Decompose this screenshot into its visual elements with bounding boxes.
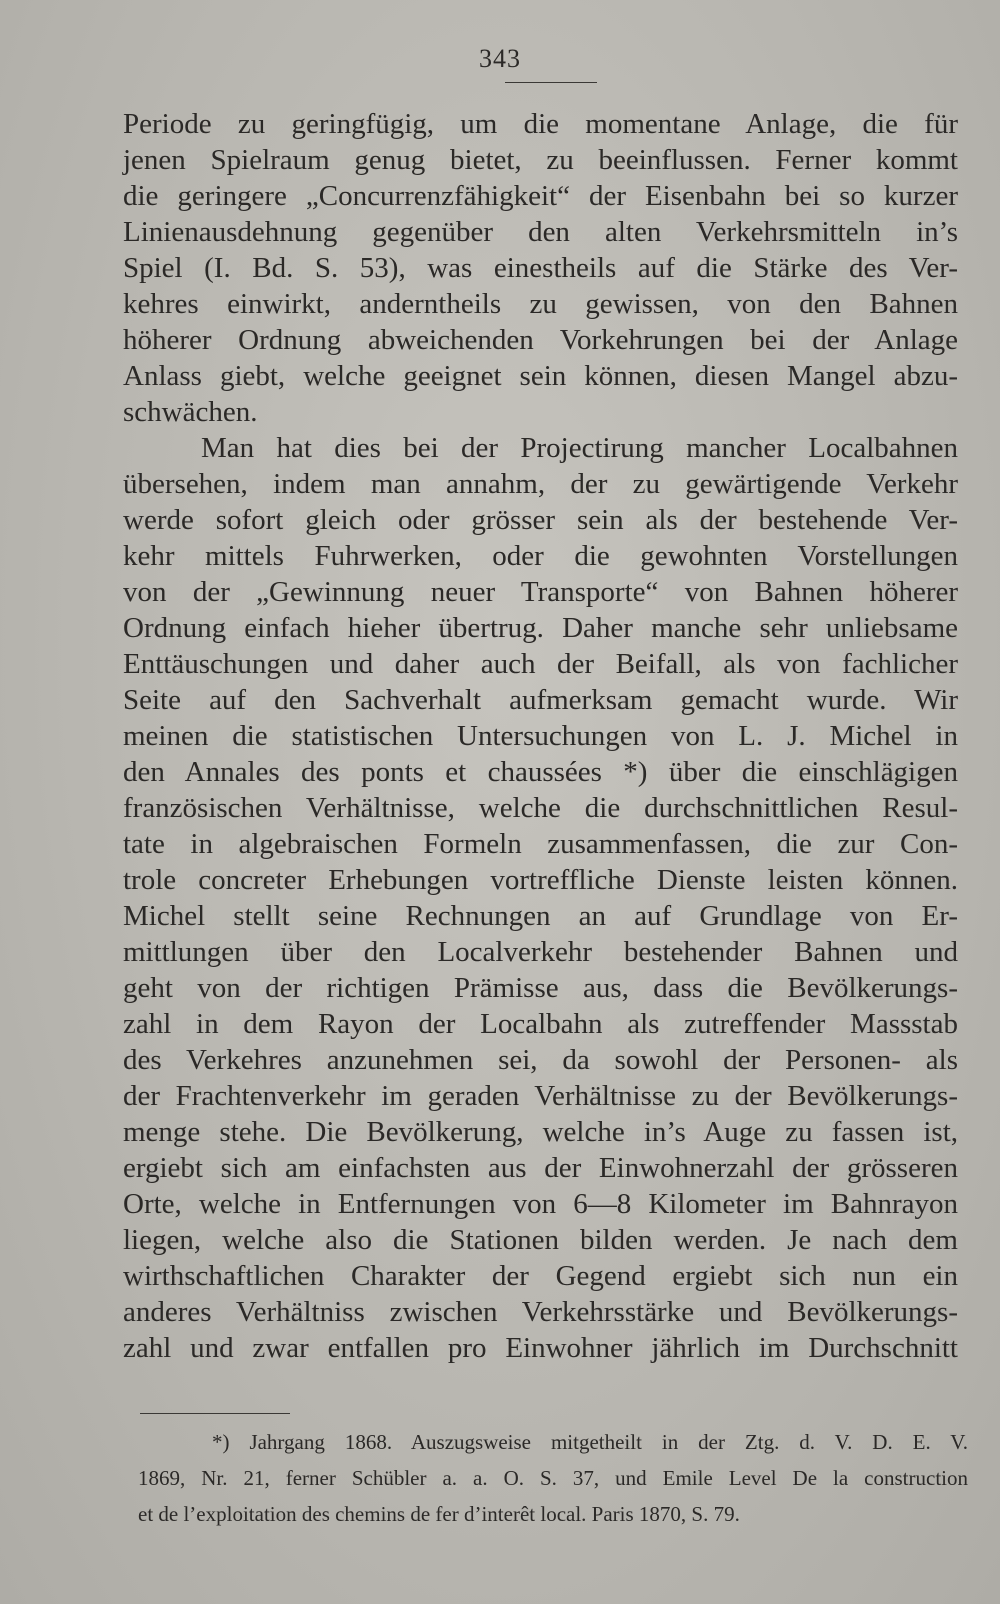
text-line: Periode zu geringfügig, um die momentane Anlage, die für (123, 108, 958, 140)
text-line: Anlass giebt, welche geeignet sein können, diesen Mangel abzu- (123, 360, 958, 392)
text-line: zahl und zwar entfallen pro Einwohner jährlich im Durchschnitt (123, 1332, 958, 1364)
text-line: wirthschaftlichen Charakter der Gegend ergiebt sich nun ein (123, 1260, 958, 1292)
text-line: höherer Ordnung abweichenden Vorkehrungen bei der Anlage (123, 324, 958, 356)
text-line: meinen die statistischen Untersuchungen von L. J. Michel in (123, 720, 958, 752)
text-line: Orte, welche in Entfernungen von 6—8 Kilometer im Bahnrayon (123, 1188, 958, 1220)
text-line: zahl in dem Rayon der Localbahn als zutreffender Massstab (123, 1008, 958, 1040)
text-line: Seite auf den Sachverhalt aufmerksam gemacht wurde. Wir (123, 684, 958, 716)
header-rule (505, 82, 597, 83)
footnote-line: *) Jahrgang 1868. Auszugsweise mitgetheilt in der Ztg. d. V. D. E. V. (212, 1430, 968, 1454)
body-text (123, 106, 958, 1366)
text-line: den Annales des ponts et chaussées *) über die einschlägigen (123, 756, 958, 788)
footnote-rule (140, 1413, 290, 1414)
text-line: die geringere „Concurrenzfähigkeit“ der Eisenbahn bei so kurzer (123, 180, 958, 212)
page-number: 343 (479, 44, 521, 73)
text-line: menge stehe. Die Bevölkerung, welche in’s Auge zu fassen ist, (123, 1116, 958, 1148)
text-line: des Verkehres anzunehmen sei, da sowohl der Personen- als (123, 1044, 958, 1076)
text-line: Ordnung einfach hieher übertrug. Daher manche sehr unliebsame (123, 612, 958, 644)
text-line: mittlungen über den Localverkehr bestehender Bahnen und (123, 936, 958, 968)
text-line: Linienausdehnung gegenüber den alten Verkehrsmitteln in’s (123, 216, 958, 248)
text-line: trole concreter Erhebungen vortreffliche Dienste leisten können. (123, 864, 958, 896)
paragraph-1 (123, 106, 958, 430)
footnote-line: 1869, Nr. 21, ferner Schübler a. a. O. S. 37, und Emile Level De la construction (138, 1466, 968, 1490)
text-line: Spiel (I. Bd. S. 53), was einestheils auf die Stärke des Ver- (123, 252, 958, 284)
text-line: Man hat dies bei der Projectirung mancher Localbahnen (201, 432, 958, 464)
text-line: anderes Verhältniss zwischen Verkehrsstärke und Bevölkerungs- (123, 1296, 958, 1328)
text-line: kehr mittels Fuhrwerken, oder die gewohnten Vorstellungen (123, 540, 958, 572)
text-line: französischen Verhältnisse, welche die durchschnittlichen Resul- (123, 792, 958, 824)
text-line: übersehen, indem man annahm, der zu gewärtigende Verkehr (123, 468, 958, 500)
text-line: jenen Spielraum genug bietet, zu beeinflussen. Ferner kommt (123, 144, 958, 176)
text-line: schwächen. (123, 396, 258, 428)
text-line: ergiebt sich am einfachsten aus der Einwohnerzahl der grösseren (123, 1152, 958, 1184)
text-line: tate in algebraischen Formeln zusammenfassen, die zur Con- (123, 828, 958, 860)
text-line: Michel stellt seine Rechnungen an auf Grundlage von Er- (123, 900, 958, 932)
text-line: der Frachtenverkehr im geraden Verhältnisse zu der Bevölkerungs- (123, 1080, 958, 1112)
text-line: geht von der richtigen Prämisse aus, dass die Bevölkerungs- (123, 972, 958, 1004)
footnote (138, 1424, 968, 1532)
text-line: werde sofort gleich oder grösser sein als der bestehende Ver- (123, 504, 958, 536)
text-line: liegen, welche also die Stationen bilden werden. Je nach dem (123, 1224, 958, 1256)
paragraph-2 (123, 430, 958, 1366)
text-line: von der „Gewinnung neuer Transporte“ von Bahnen höherer (123, 576, 958, 608)
text-line: kehres einwirkt, anderntheils zu gewissen, von den Bahnen (123, 288, 958, 320)
footnote-line: et de l’exploitation des chemins de fer d’interêt local. Paris 1870, S. 79. (138, 1502, 740, 1526)
text-line: Enttäuschungen und daher auch der Beifall, als von fachlicher (123, 648, 958, 680)
